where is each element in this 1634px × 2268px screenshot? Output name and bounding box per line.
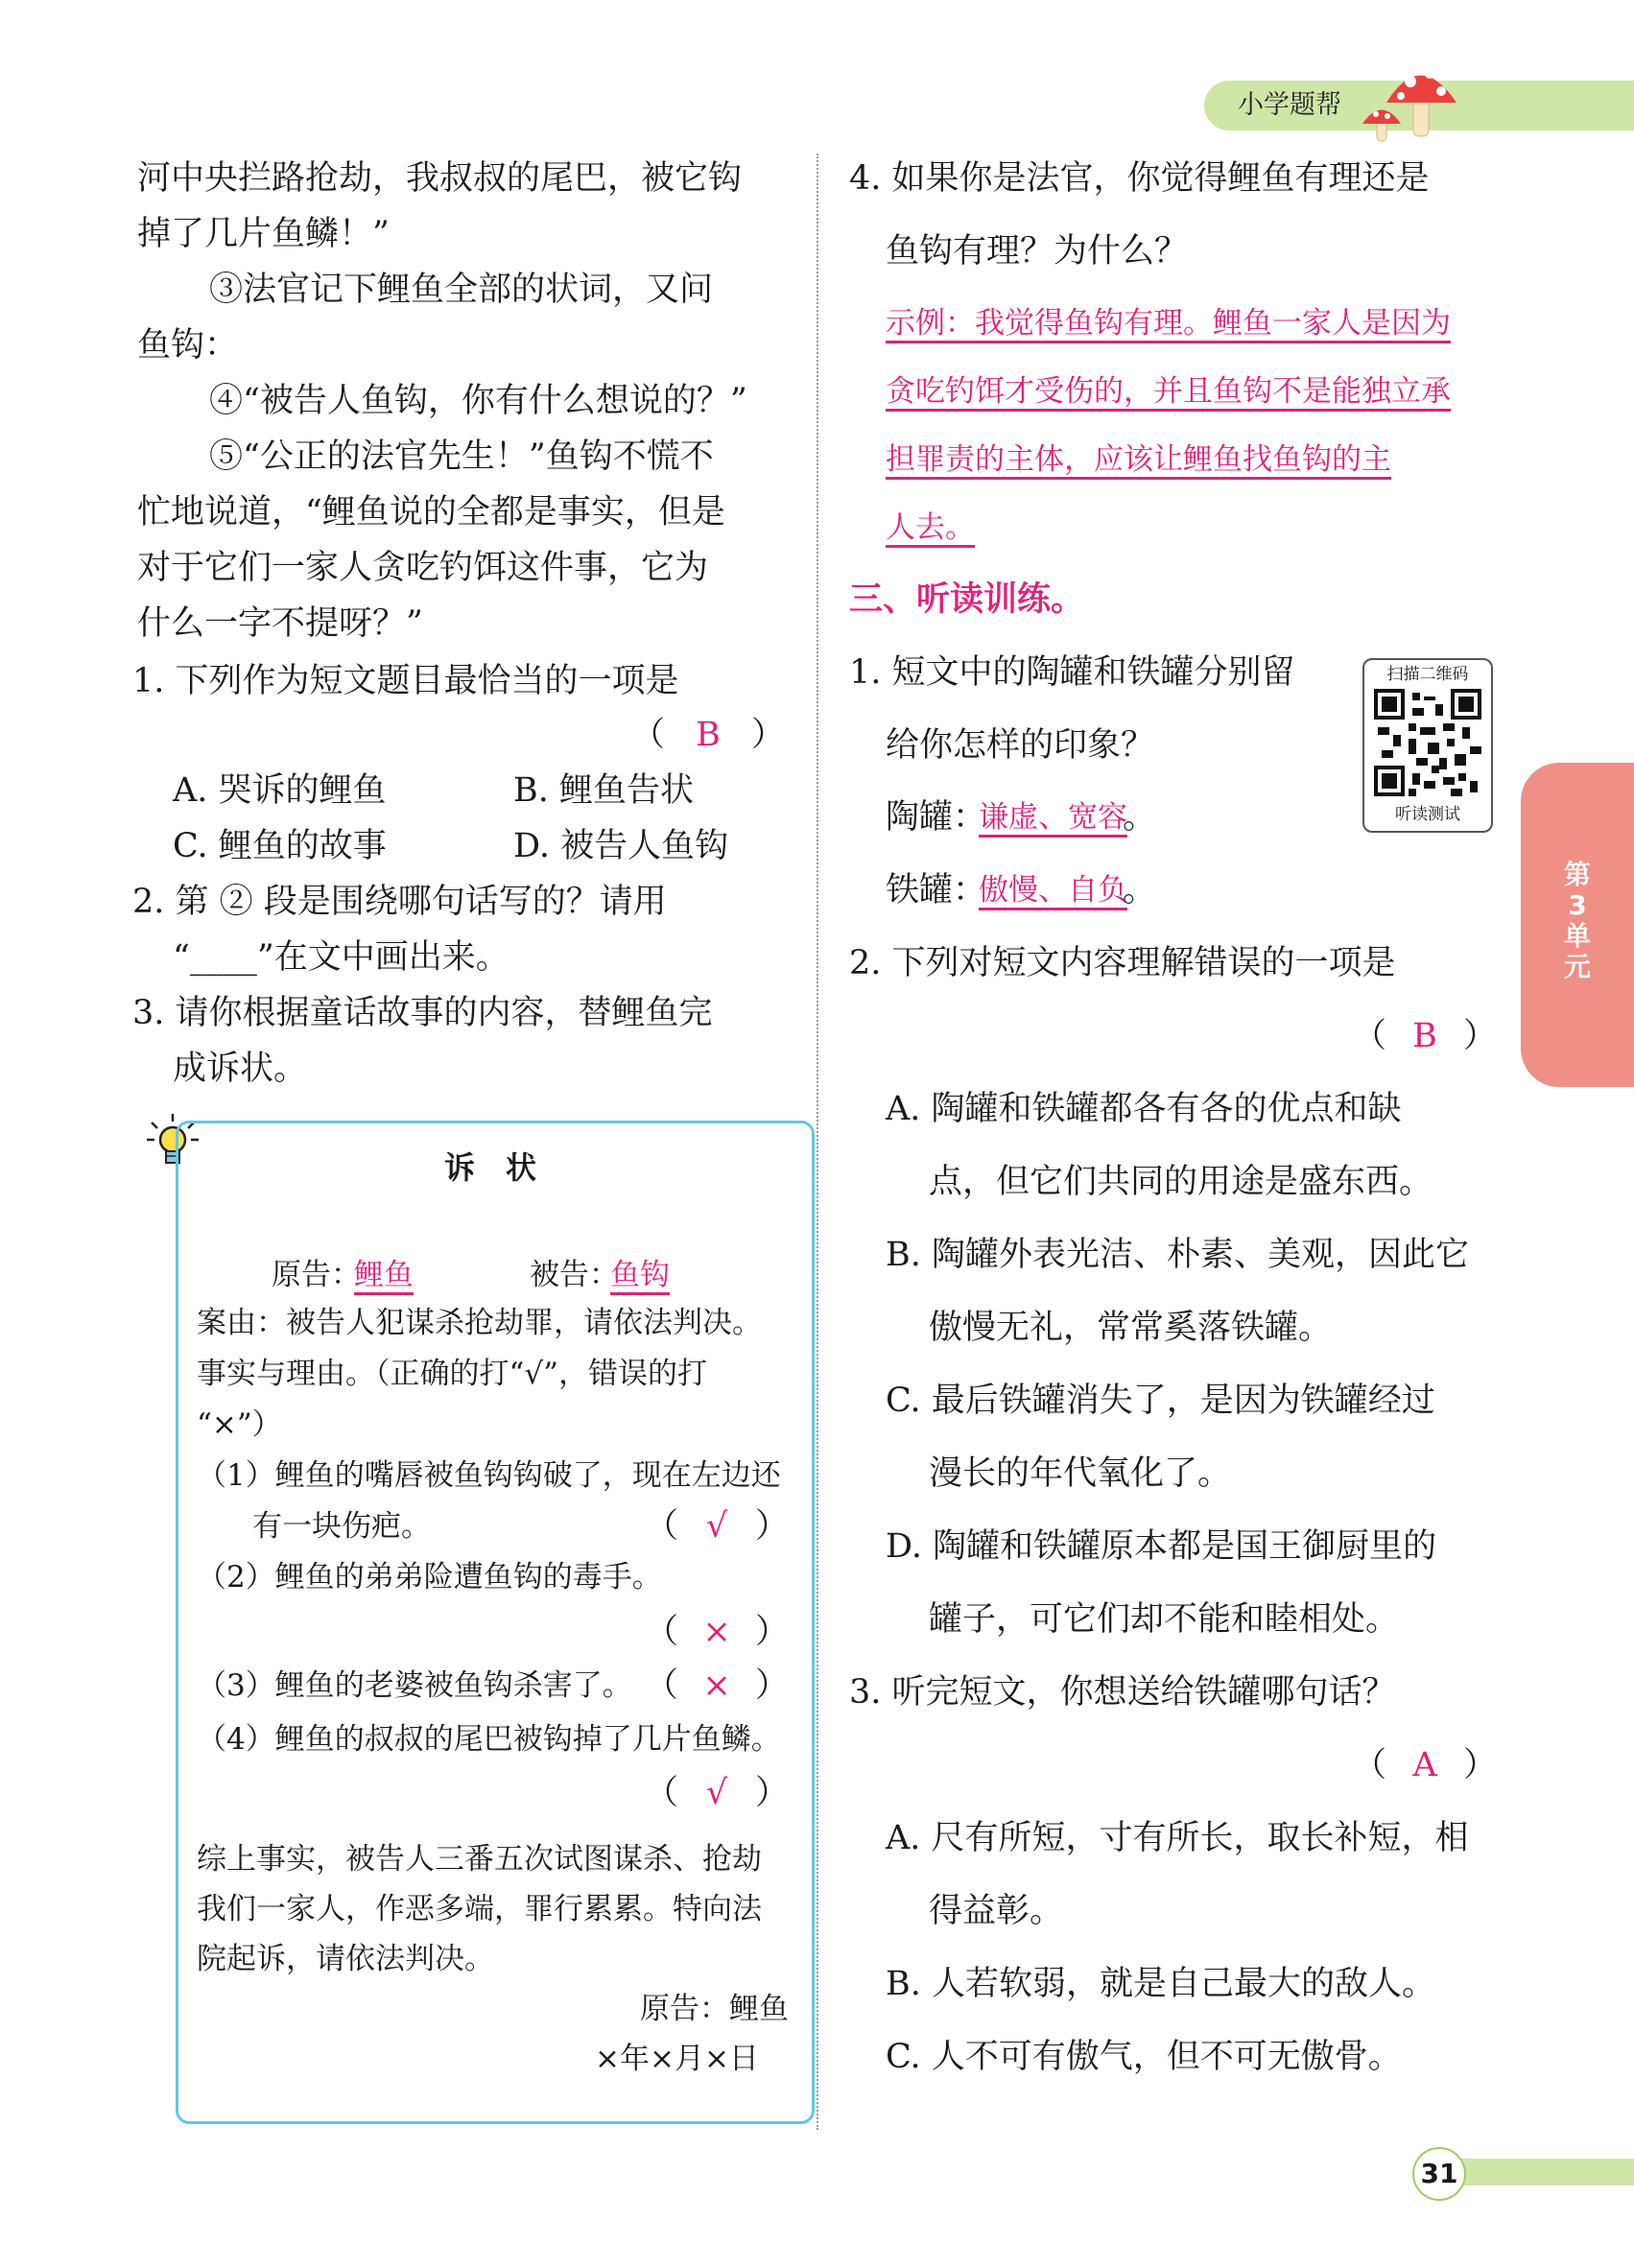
footer-band <box>1439 2159 1634 2185</box>
listening-q3-option: C. 人不可有傲气，但不可无傲骨。 <box>886 2038 1402 2076</box>
question-1-option: A. 哭诉的鲤鱼 <box>173 771 387 810</box>
listening-q2-option: 点，但它们共同的用途是盛东西。 <box>929 1163 1433 1201</box>
complaint-date: ×年×月×日 <box>595 2042 759 2076</box>
plaintiff-label: 原告： <box>272 1258 361 1292</box>
listening-q2-option: 罐子，可它们却不能和睦相处。 <box>929 1600 1400 1639</box>
passage-line: ⑤“公正的法官先生！”鱼钩不慌不 <box>209 437 714 476</box>
complaint-mark-slot: （ × ） <box>645 1658 789 1713</box>
defendant-answer: 鱼钩 <box>610 1258 670 1292</box>
tie-answer: 傲慢、自负 <box>979 873 1127 908</box>
unit-tab <box>1521 763 1634 1087</box>
listening-q3-option: B. 人若软弱，就是自己最大的敌人。 <box>886 1965 1435 2003</box>
passage-line: ③法官记下鲤鱼全部的状词，又问 <box>209 271 714 309</box>
listening-q2-option: 漫长的年代氧化了。 <box>929 1454 1232 1493</box>
complaint-signature: 原告：鲤鱼 <box>640 1992 789 2026</box>
question-1-stem: 1. 下列作为短文题目最恰当的一项是 <box>132 662 679 700</box>
listening-q1-line: 给你怎样的印象？ <box>886 726 1155 765</box>
unit-tab-number: 3 <box>1568 889 1587 921</box>
passage-line: 忙地说道，“鲤鱼说的全都是事实，但是 <box>137 493 725 532</box>
listening-q2-option: D. 陶罐和铁罐原本都是国王御厨里的 <box>886 1527 1437 1566</box>
column-divider <box>817 154 818 2130</box>
question-4-answer-line: 担罪责的主体，应该让鲤鱼找鱼钩的主 <box>886 442 1391 477</box>
section-3-heading: 三、听读训练。 <box>849 579 1085 619</box>
header-title: 小学题帮 <box>1238 90 1341 120</box>
complaint-mark-slot: （ √ ） <box>645 1499 789 1554</box>
passage-line: 什么一字不提呀？” <box>137 604 423 643</box>
complaint-summary-line: 院起诉，请依法判决。 <box>197 1942 494 1976</box>
complaint-item: （3）鲤鱼的老婆被鱼钩杀害了。 <box>197 1668 632 1703</box>
complaint-mark: √ <box>705 1507 728 1546</box>
listening-q3-answer-slot: （ A ） <box>1353 1737 1497 1793</box>
listening-q2-option: 傲慢无礼，常常奚落铁罐。 <box>929 1309 1333 1347</box>
question-2-line: “____”在文中画出来。 <box>173 938 509 977</box>
qr-caption-bottom: 听读测试 <box>1395 805 1460 824</box>
defendant-label: 被告： <box>530 1258 619 1292</box>
question-4-answer-line: 示例：我觉得鱼钩有理。鲤鱼一家人是因为 <box>886 306 1451 341</box>
question-1-option: B. 鲤鱼告状 <box>513 771 694 810</box>
period: 。 <box>1123 798 1157 837</box>
tao-answer: 谦虚、宽容 <box>979 800 1127 835</box>
listening-q2-answer-slot: （ B ） <box>1353 1008 1497 1064</box>
complaint-facts-line: 事实与理由。（正确的打“√”，错误的打 <box>197 1357 707 1391</box>
question-2-line: 2. 第 ② 段是围绕哪句话写的？请用 <box>132 883 667 921</box>
complaint-item: （2）鲤鱼的弟弟险遭鱼钩的毒手。 <box>197 1560 662 1595</box>
passage-line: 掉了几片鱼鳞！” <box>137 215 390 253</box>
passage-line: 鱼钩： <box>137 326 239 365</box>
complaint-summary-line: 综上事实，被告人三番五次试图谋杀、抢劫 <box>197 1842 762 1877</box>
listening-q2-option: B. 陶罐外表光洁、朴素、美观，因此它 <box>886 1236 1469 1274</box>
unit-tab-char: 第 <box>1563 859 1591 890</box>
tao-label: 陶罐： <box>886 798 987 837</box>
question-4-answer-line: 人去。 <box>886 510 975 545</box>
unit-tab-char: 元 <box>1563 951 1591 982</box>
period: 。 <box>1123 871 1157 910</box>
qr-caption-top: 扫描二维码 <box>1386 665 1469 684</box>
question-1-option: D. 被告人鱼钩 <box>513 827 729 865</box>
listening-q3-option: A. 尺有所短，寸有所长，取长补短，相 <box>886 1819 1469 1857</box>
listening-q3-stem: 3. 听完短文，你想送给铁罐哪句话？ <box>849 1673 1396 1712</box>
unit-tab-char: 单 <box>1563 920 1591 952</box>
qr-code-card[interactable] <box>1362 658 1493 833</box>
passage-line: ④“被告人鱼钩，你有什么想说的？” <box>209 382 747 420</box>
complaint-summary-line: 我们一家人，作恶多端，罪行累累。特向法 <box>197 1892 762 1926</box>
complaint-mark-slot: （ × ） <box>645 1604 789 1660</box>
listening-q3-option: 得益彰。 <box>929 1892 1064 1930</box>
tie-label: 铁罐： <box>886 871 987 910</box>
mushroom-icon <box>1353 53 1468 149</box>
listening-q2-stem: 2. 下列对短文内容理解错误的一项是 <box>849 944 1396 982</box>
question-4-line: 鱼钩有理？为什么？ <box>886 232 1189 271</box>
complaint-item: （4）鲤鱼的叔叔的尾巴被钩掉了几片鱼鳞。 <box>197 1722 781 1757</box>
question-3-line: 成诉状。 <box>173 1050 308 1088</box>
complaint-mark: × <box>702 1613 731 1651</box>
question-1-answer-slot: （ B ） <box>631 707 785 763</box>
complaint-title: 诉 状 <box>444 1149 537 1186</box>
complaint-mark: √ <box>705 1774 728 1812</box>
passage-line: 河中央拦路抢劫，我叔叔的尾巴，被它钩 <box>137 159 743 198</box>
question-1-option: C. 鲤鱼的故事 <box>173 827 387 865</box>
complaint-mark-slot: （ √ ） <box>645 1765 789 1821</box>
listening-q2-option: C. 最后铁罐消失了，是因为铁罐经过 <box>886 1382 1435 1420</box>
question-3-line: 3. 请你根据童话故事的内容，替鲤鱼完 <box>132 994 713 1032</box>
listening-q3-answer: A <box>1412 1746 1437 1784</box>
listening-q2-option: A. 陶罐和铁罐都各有各的优点和缺 <box>886 1090 1402 1128</box>
listening-q1-line: 1. 短文中的陶罐和铁罐分别留 <box>849 653 1295 692</box>
complaint-item: （1）鲤鱼的嘴唇被鱼钩钩破了，现在左边还 <box>197 1458 781 1493</box>
complaint-cause: 案由：被告人犯谋杀抢劫罪，请依法判决。 <box>197 1306 762 1340</box>
question-1-answer: B <box>696 716 721 754</box>
complaint-mark: × <box>702 1666 731 1705</box>
passage-line: 对于它们一家人贪吃钓饵这件事，它为 <box>137 549 709 587</box>
question-4-line: 4. 如果你是法官，你觉得鲤鱼有理还是 <box>849 159 1430 198</box>
page-number: 31 <box>1412 2147 1466 2201</box>
qr-code-icon <box>1374 689 1481 796</box>
question-4-answer-line: 贪吃钓饵才受伤的，并且鱼钩不是能独立承 <box>886 374 1451 409</box>
complaint-item: 有一块伤疤。 <box>252 1509 431 1544</box>
plaintiff-answer: 鲤鱼 <box>354 1258 414 1292</box>
listening-q2-answer: B <box>1412 1017 1437 1055</box>
complaint-facts-line: “×”） <box>197 1407 282 1442</box>
